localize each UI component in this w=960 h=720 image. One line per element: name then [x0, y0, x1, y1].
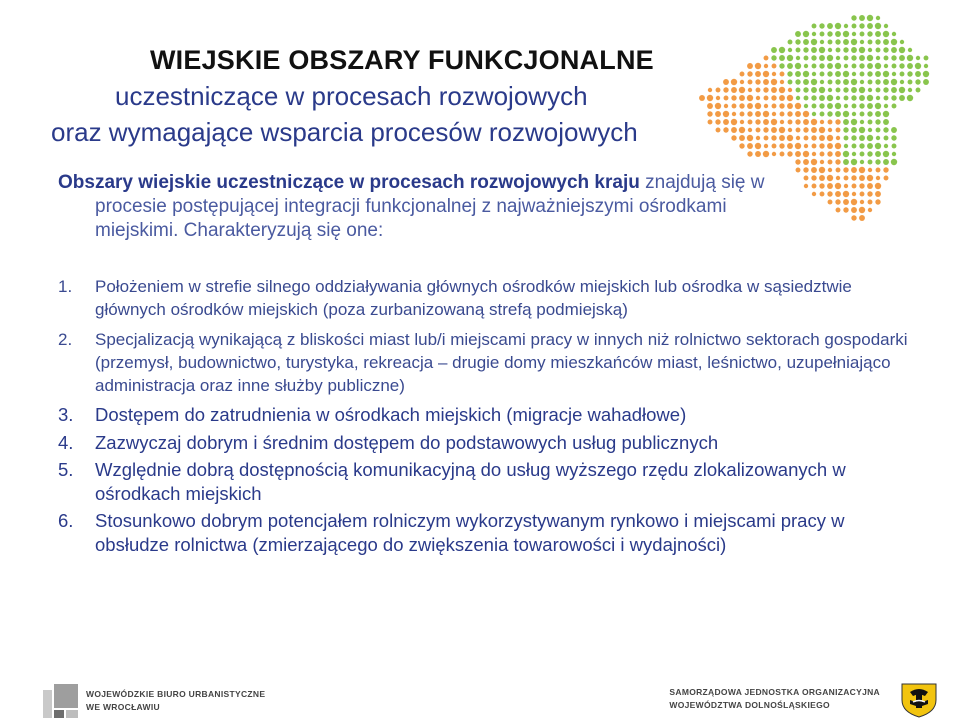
slide-title: WIEJSKIE OBSZARY FUNKCJONALNE — [150, 45, 654, 75]
list-item — [58, 509, 908, 556]
coat-of-arms-icon — [898, 682, 940, 718]
list-item — [58, 458, 908, 505]
footer-right-text — [669, 686, 880, 712]
footer-left-branding — [43, 684, 265, 718]
slide-subtitle-line-2: oraz wymagające wsparcia procesów rozwojowych — [51, 117, 638, 147]
footer-right-line-2: WOJEWÓDZTWA DOLNOŚLĄSKIEGO — [669, 700, 830, 710]
list-item-text: Położeniem w strefie silnego oddziaływania głównych ośrodków miejskich lub ośrodka w sąsiedztwie głównych ośrodków miejskich (poza zurbanizowaną strefą podmiejską) — [95, 277, 852, 319]
intro-line-2: procesie postępującej integracji funkcjonalnej z najważniejszymi ośrodkami — [95, 196, 727, 217]
list-item-number: 6. — [58, 510, 74, 531]
footer-left-line-1: WOJEWÓDZKIE BIURO URBANISTYCZNE — [86, 689, 266, 699]
list-item-number: 5. — [58, 459, 74, 480]
list-item-number: 3. — [58, 404, 74, 425]
list-item-number: 1. — [58, 277, 73, 296]
intro-paragraph — [58, 171, 828, 243]
slide-title-block — [0, 42, 770, 150]
list-item-number: 2. — [58, 330, 73, 349]
slide-subtitle-line-1: uczestniczące w procesach rozwojowych — [115, 81, 588, 111]
wbu-logo-icon — [43, 684, 78, 718]
footer-right-line-1: SAMORZĄDOWA JEDNOSTKA ORGANIZACYJNA — [669, 687, 880, 697]
intro-rest: znajdują się w — [639, 172, 765, 193]
list-item — [58, 431, 908, 455]
footer-right-branding — [669, 686, 880, 712]
footer-left-line-2: WE WROCŁAWIU — [86, 702, 160, 712]
list-item — [58, 403, 908, 427]
list-item — [58, 275, 908, 321]
list-item-text: Specjalizacją wynikającą z bliskości miast lub/i miejscami pracy w innych niż rolnictwo sektorach gospodarki (przemysł, budownictwo, turystyka, rekreacja – drugie domy mieszkańców miast, leśnictwo, uzupełniająco administracja oraz inne służby publiczne) — [95, 330, 908, 395]
intro-lead: Obszary wiejskie uczestniczące w procesach rozwojowych kraju — [58, 172, 640, 193]
footer-left-text — [86, 688, 265, 714]
list-item-text: Względnie dobrą dostępnością komunikacyjną do usług wyższego rzędu zlokalizowanych w ośrodkach miejskich — [95, 459, 846, 504]
list-item-text: Zazwyczaj dobrym i średnim dostępem do podstawowych usług publicznych — [95, 431, 719, 453]
intro-line-3: miejskimi. Charakteryzują się one: — [95, 220, 384, 241]
list-item — [58, 328, 908, 397]
list-item-text: Stosunkowo dobrym potencjałem rolniczym wykorzystywanym rynkowo i miejscami pracy w obsłudze rolnictwa (zmierzającego do zwiększenia towarowości i wydajności) — [95, 510, 845, 555]
characteristics-list — [58, 275, 908, 556]
footer — [0, 676, 960, 720]
list-item-number: 4. — [58, 431, 74, 453]
list-item-text: Dostępem do zatrudnienia w ośrodkach miejskich (migracje wahadłowe) — [95, 404, 687, 425]
